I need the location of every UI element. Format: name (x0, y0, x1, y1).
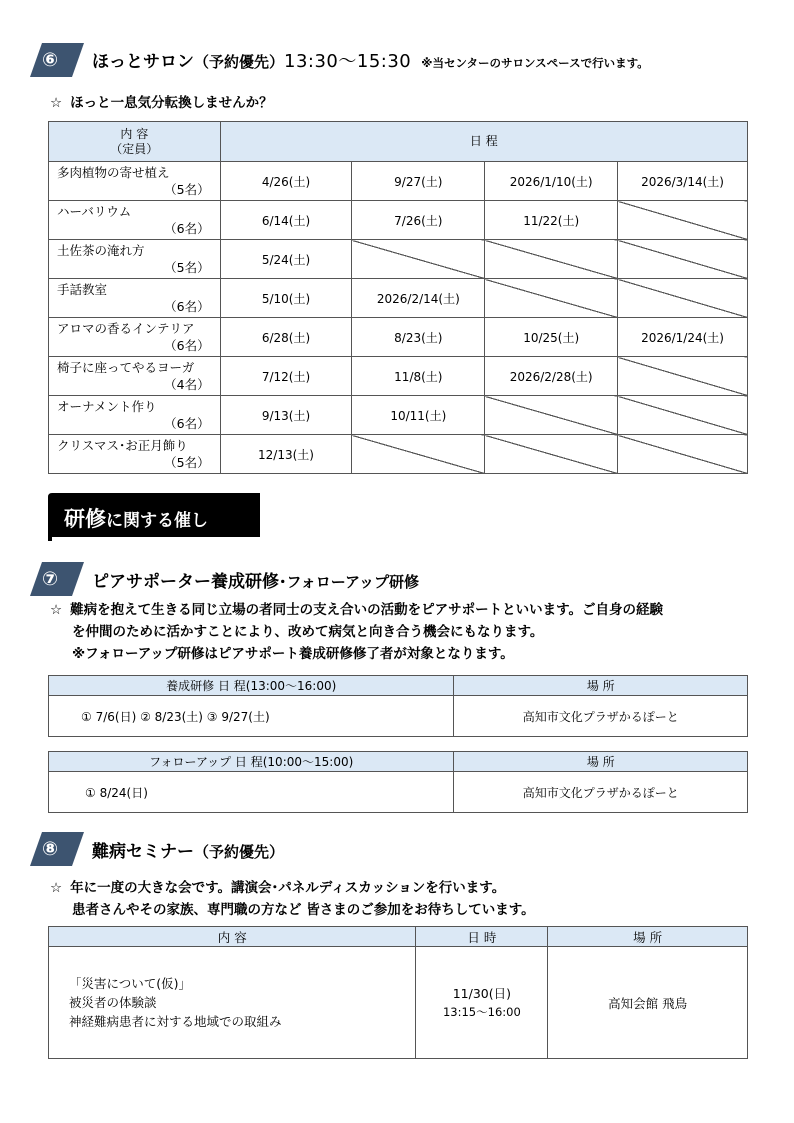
table-row (49, 435, 748, 474)
date-cell: 9/27(土) (352, 162, 485, 201)
header-schedule: フォローアップ 日 程(10:00～15:00) (49, 752, 454, 772)
activity-name-cell: 土佐茶の淹れ方 （5名） (49, 240, 221, 279)
header-dates: 日 程 (220, 122, 747, 162)
seminar-place: 高知会館 飛鳥 (548, 947, 748, 1059)
date-cell: 11/8(土) (352, 357, 485, 396)
header-item: 内 容 （定員） (49, 122, 221, 162)
date-cell: 10/25(土) (485, 318, 618, 357)
section-number-badge: ⑦ (28, 560, 88, 598)
section-6-title: ほっとサロン（予約優先）13:30～15:30 ※当センターのサロンスペースで行います。 (92, 51, 649, 72)
table-row (49, 162, 748, 201)
section-7-lead: ☆ 難病を抱えて生きる同じ立場の者同士の支え合いの活動をピアサポートといいます。ご自身の経験 を仲間のために活かすことにより、改めて病気と向き合う機会にもなります。 ※フォローアップ研修はピアサポート養成研修修了者が対象となります。 (50, 602, 664, 662)
date-cell: 2026/1/10(土) (485, 162, 618, 201)
section-number-badge: ⑧ (28, 830, 88, 868)
star-icon: ☆ (50, 95, 63, 111)
date-cell: 6/14(土) (220, 201, 352, 240)
activity-name-cell: ハーバリウム （6名） (49, 201, 221, 240)
date-cell: 7/26(土) (352, 201, 485, 240)
section-8-header (28, 829, 284, 869)
star-icon: ☆ (50, 602, 63, 618)
date-cell: 6/28(土) (220, 318, 352, 357)
followup-schedule: ① 8/24(日) (49, 772, 454, 813)
empty-date-cell (485, 396, 618, 435)
date-cell: 9/13(土) (220, 396, 352, 435)
header-schedule: 養成研修 日 程(13:00～16:00) (49, 676, 454, 696)
table-row (49, 240, 748, 279)
table-row (49, 201, 748, 240)
seminar-datetime: 11/30(日) 13:15～16:00 (416, 947, 548, 1059)
training-place: 高知市文化プラザかるぽーと (454, 696, 748, 737)
date-cell: 2026/3/14(土) (618, 162, 748, 201)
date-cell: 4/26(土) (220, 162, 352, 201)
followup-training-table (48, 751, 748, 813)
date-cell: 12/13(土) (220, 435, 352, 474)
empty-date-cell (352, 435, 485, 474)
activity-name-cell: アロマの香るインテリア （6名） (49, 318, 221, 357)
empty-date-cell (618, 240, 748, 279)
training-schedule: ① 7/6(日) ② 8/23(土) ③ 9/27(土) (49, 696, 454, 737)
section-8-lead: ☆ 年に一度の大きな会です。講演会･パネルディスカッションを行います。 患者さんやその家族、専門職の方など 皆さまのご参加をお待ちしています。 (50, 880, 535, 918)
training-events-banner: 研修に関する催し (48, 493, 260, 541)
empty-date-cell (485, 240, 618, 279)
date-cell: 5/24(土) (220, 240, 352, 279)
date-cell: 2026/1/24(土) (618, 318, 748, 357)
empty-date-cell (618, 201, 748, 240)
header-content: 内 容 (49, 927, 416, 947)
header-datetime: 日 時 (416, 927, 548, 947)
empty-date-cell (618, 279, 748, 318)
section-6-lead: ☆ ほっと一息気分転換しませんか？ (50, 95, 273, 111)
date-cell: 7/12(土) (220, 357, 352, 396)
date-cell: 8/23(土) (352, 318, 485, 357)
empty-date-cell (352, 240, 485, 279)
section-7-title: ピアサポーター養成研修･フォローアップ研修 (92, 571, 419, 592)
activity-name-cell: 椅子に座ってやるヨーガ （4名） (49, 357, 221, 396)
followup-place: 高知市文化プラザかるぽーと (454, 772, 748, 813)
table-row (49, 396, 748, 435)
star-icon: ☆ (50, 880, 63, 896)
empty-date-cell (618, 357, 748, 396)
date-cell: 10/11(土) (352, 396, 485, 435)
date-cell: 2026/2/14(土) (352, 279, 485, 318)
seminar-content: 「災害について(仮)」 被災者の体験談 神経難病患者に対する地域での取組み (49, 947, 416, 1059)
section-6-header (28, 40, 649, 80)
date-cell: 5/10(土) (220, 279, 352, 318)
section-7-header (28, 559, 419, 599)
activity-name-cell: 多肉植物の寄せ植え （5名） (49, 162, 221, 201)
peer-training-table (48, 675, 748, 737)
activity-name-cell: クリスマス･お正月飾り （5名） (49, 435, 221, 474)
section-number-badge: ⑥ (28, 41, 88, 79)
activity-name-cell: 手話教室 （6名） (49, 279, 221, 318)
section-8-title: 難病セミナー（予約優先） (92, 841, 285, 862)
empty-date-cell (485, 279, 618, 318)
empty-date-cell (618, 435, 748, 474)
header-place: 場 所 (454, 752, 748, 772)
date-cell: 2026/2/28(土) (485, 357, 618, 396)
table-row (49, 279, 748, 318)
table-row (49, 318, 748, 357)
seminar-table (48, 926, 748, 1059)
date-cell: 11/22(土) (485, 201, 618, 240)
table-row (49, 357, 748, 396)
salon-schedule-table (48, 121, 748, 474)
header-place: 場 所 (454, 676, 748, 696)
empty-date-cell (618, 396, 748, 435)
empty-date-cell (485, 435, 618, 474)
header-place: 場 所 (548, 927, 748, 947)
activity-name-cell: オーナメント作り （6名） (49, 396, 221, 435)
